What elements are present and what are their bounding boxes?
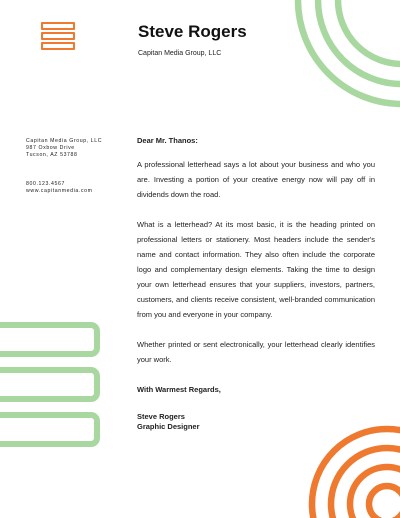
letter-paragraph: A professional letterhead says a lot about your business and who you are. Investing a portion of your creative energy now will pay off in dividends down the road. bbox=[137, 160, 375, 199]
green-bar bbox=[0, 370, 97, 399]
contact-gap bbox=[26, 159, 102, 181]
logo-bar bbox=[41, 22, 75, 30]
contact-phone: 800.123.4567 bbox=[26, 181, 65, 187]
contact-address-line2: Tucson, AZ 53788 bbox=[26, 152, 78, 158]
green-arcs-decoration bbox=[290, 0, 400, 110]
green-arc bbox=[298, 0, 400, 104]
orange-circles-decoration bbox=[305, 420, 400, 518]
letter-closing: With Warmest Regards, bbox=[137, 385, 221, 394]
logo-bar bbox=[41, 32, 75, 40]
green-arc bbox=[338, 0, 400, 64]
green-bar bbox=[0, 325, 97, 354]
orange-ring bbox=[312, 429, 400, 518]
letter-body bbox=[137, 133, 375, 432]
letter-paragraph: Whether printed or sent electronically, your letterhead clearly identifies your work. bbox=[137, 340, 375, 364]
orange-ring bbox=[369, 486, 400, 518]
logo-bar bbox=[41, 42, 75, 50]
contact-company: Capitan Media Group, LLC bbox=[26, 138, 103, 144]
contact-website: www.capitanmedia.com bbox=[26, 188, 93, 194]
contact-block bbox=[26, 138, 102, 195]
contact-address-line1: 987 Oxbow Drive bbox=[26, 145, 75, 151]
stacked-bars-logo-icon bbox=[41, 22, 75, 50]
sender-name: Steve Rogers bbox=[138, 22, 247, 41]
green-bars-decoration bbox=[0, 320, 100, 450]
green-bar bbox=[0, 415, 97, 444]
sender-company: Capitan Media Group, LLC bbox=[138, 50, 222, 57]
signature-title: Graphic Designer bbox=[137, 422, 200, 431]
letter-greeting: Dear Mr. Thanos: bbox=[137, 136, 198, 145]
signature-name: Steve Rogers bbox=[137, 412, 185, 421]
letter-paragraph: What is a letterhead? At its most basic, it is the heading printed on professional letters or stationery. Most headers include the sender's name and contact information. They also often include the corporate logo and complementary design elements. Taking the time to design your own letterhead ensures that your suppliers, investors, partners, customers, and clients receive consistent, well-branded communication from you and everyone in your company. bbox=[137, 220, 375, 319]
